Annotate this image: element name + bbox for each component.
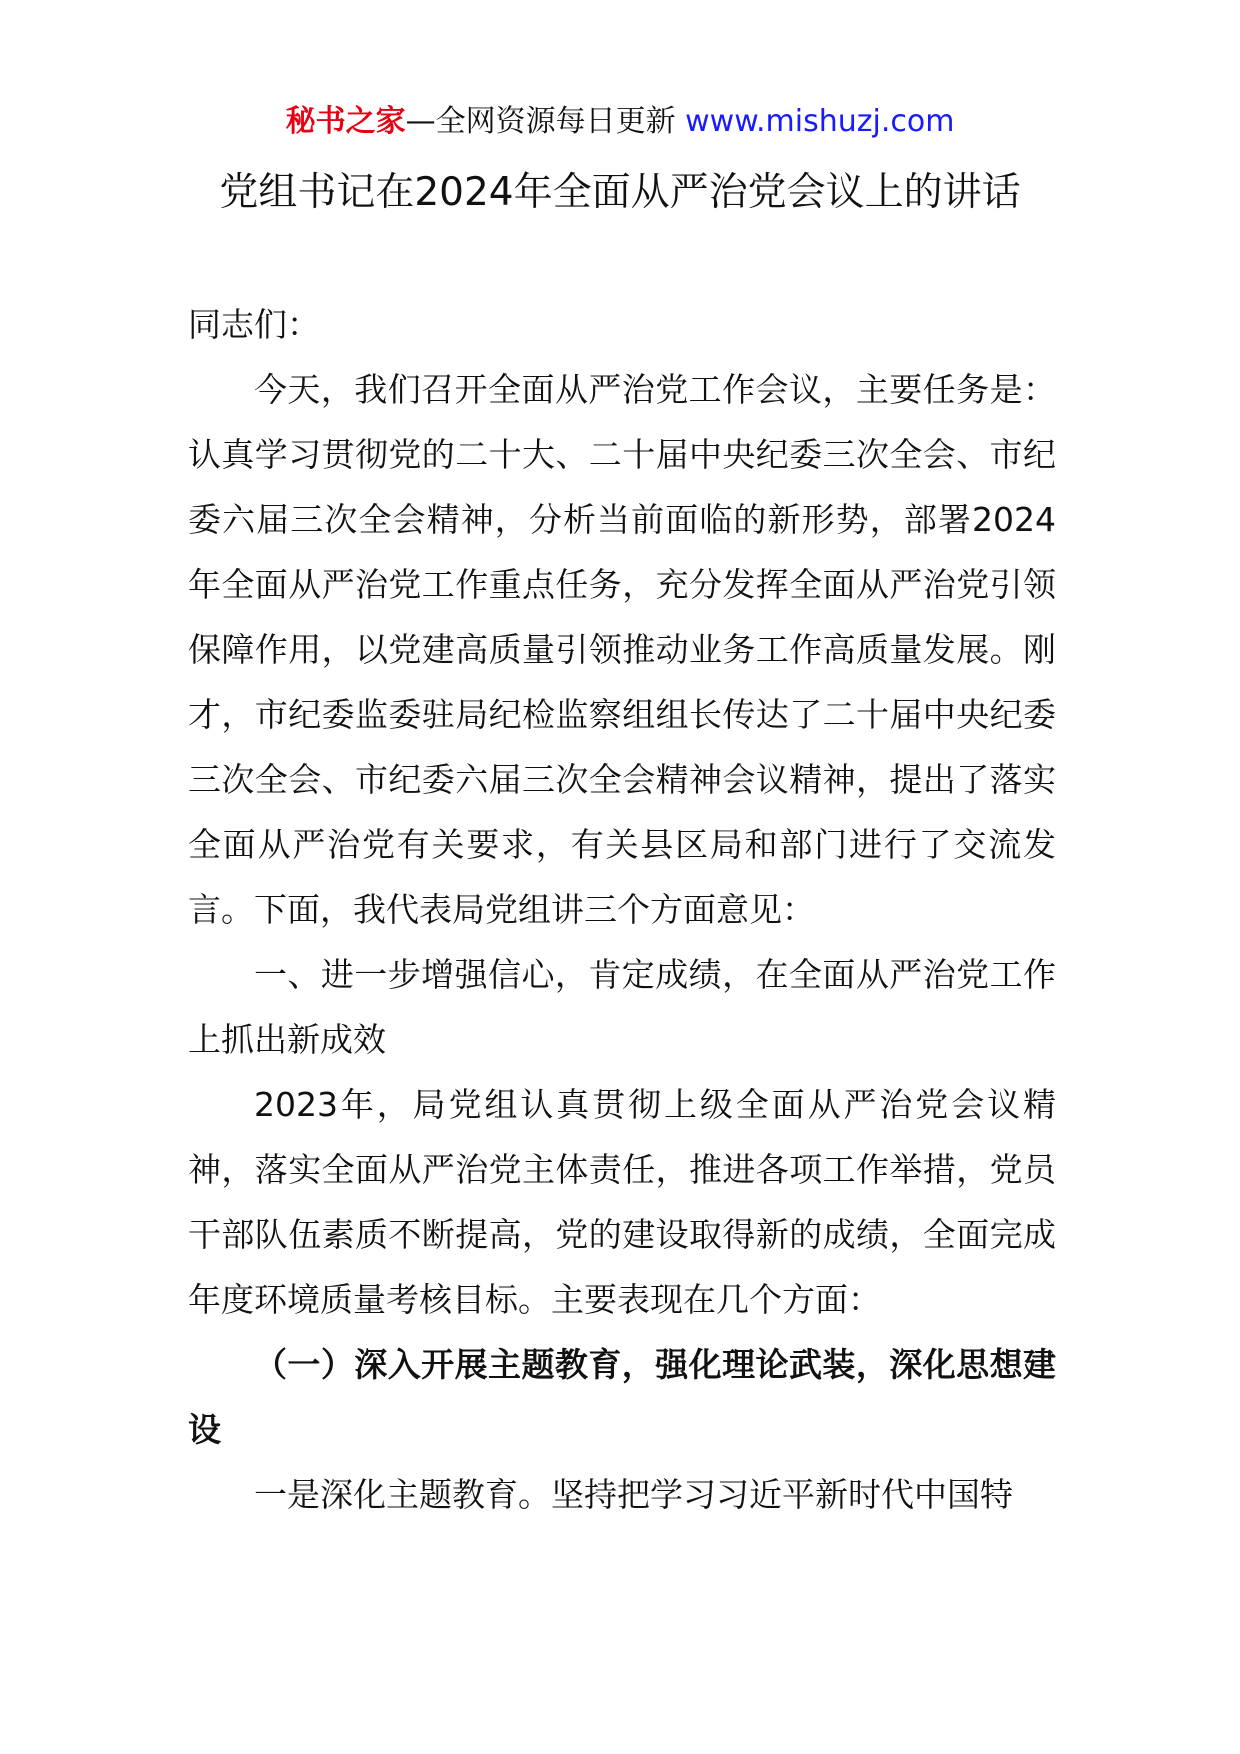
- paragraph-intro: 今天，我们召开全面从严治党工作会议，主要任务是：认真学习贯彻党的二十大、二十届中央纪委三次全会、市纪委六届三次全会精神，分析当前面临的新形势，部署2024年全面从严治党工作重点任务，充分发挥全面从严治党引领保障作用，以党建高质量引领推动业务工作高质量发展。刚才，市纪委监委驻局纪检监察组组长传达了二十届中央纪委三次全会、市纪委六届三次全会精神会议精神，提出了落实全面从严治党有关要求，有关县区局和部门进行了交流发言。下面，我代表局党组讲三个方面意见：: [188, 370, 1056, 929]
- document-title: 党组书记在2024年全面从严治党会议上的讲话: [219, 170, 1021, 215]
- section-heading-1: 一、进一步增强信心，肯定成绩，在全面从严治党工作上抓出新成效: [188, 955, 1056, 1059]
- paragraph-2023-summary: 2023年，局党组认真贯彻上级全面从严治党会议精神，落实全面从严治党主体责任，推进各项工作举措，党员干部队伍素质不断提高，党的建设取得新的成绩，全面完成年度环境质量考核目标。主要表现在几个方面：: [188, 1085, 1056, 1319]
- salutation: 同志们：: [188, 305, 320, 344]
- header-tagline: —全网资源每日更新: [405, 104, 686, 139]
- site-header: [0, 102, 1240, 142]
- subsection-heading-1: （一）深入开展主题教育，强化理论武装，深化思想建设: [188, 1345, 1056, 1449]
- document-body: [188, 292, 1056, 1527]
- site-url-link[interactable]: www.mishuzj.com: [685, 104, 955, 139]
- paragraph-theme-education: 一是深化主题教育。坚持把学习习近平新时代中国特: [254, 1475, 1013, 1514]
- brand-name: 秘书之家: [285, 104, 406, 139]
